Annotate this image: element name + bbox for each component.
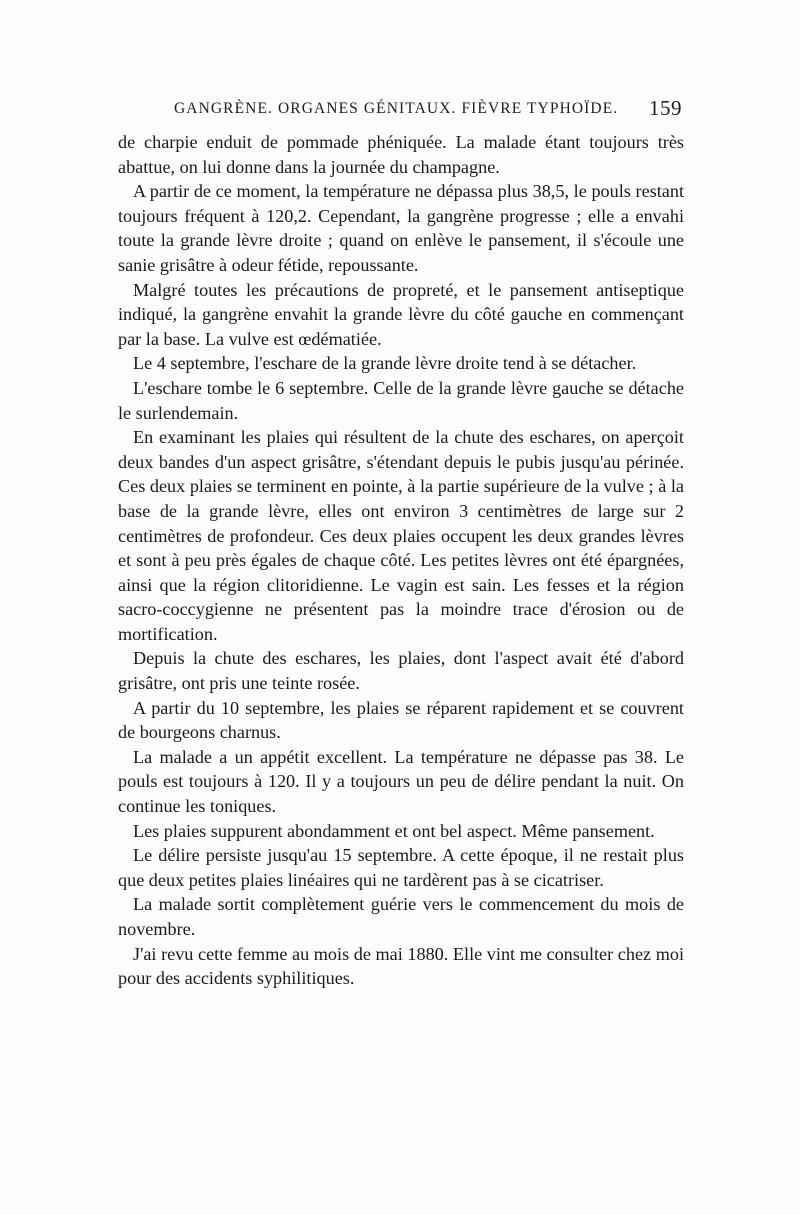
paragraph: Malgré toutes les précautions de propreté, et le pansement antiseptique indiqué, la gangrène envahit la grande lèvre du côté gauche en commençant par la base. La vulve est œdématiée. xyxy=(118,279,684,349)
paragraph: Le 4 septembre, l'eschare de la grande lèvre droite tend à se détacher. xyxy=(133,353,637,374)
page-number: 159 xyxy=(649,96,682,120)
paragraph: La malade a un appétit excellent. La température ne dépasse pas 38. Le pouls est toujours à 120. Il y a toujours un peu de délire pendant la nuit. On continue les toniques. xyxy=(118,746,684,817)
paragraph: Les plaies suppurent abondamment et ont bel aspect. Même pansement. xyxy=(133,820,655,841)
paragraph: L'eschare tombe le 6 septembre. Celle de la grande lèvre gauche se détache le surlendemain. xyxy=(118,377,684,423)
body-text xyxy=(118,130,684,991)
paragraph: La malade sortit complètement guérie vers le commencement du mois de novembre. xyxy=(118,894,684,939)
paragraph: Depuis la chute des eschares, les plaies, dont l'aspect avait été d'abord grisâtre, ont pris une teinte rosée. xyxy=(118,648,684,694)
paragraph: A partir de ce moment, la température ne dépassa plus 38,5, le pouls restant toujours fréquent à 120,2. Cependant, la gangrène progresse ; elle a envahi toute la grande lèvre droite ; quand on enlève le pansement, il s'écoule une sanie grisâtre à odeur fétide, repoussante. xyxy=(118,181,684,275)
running-head: GANGRÈNE. ORGANES GÉNITAUX. FIÈVRE TYPHOÏDE. xyxy=(174,100,619,117)
page-header xyxy=(118,96,684,126)
paragraph: A partir du 10 septembre, les plaies se réparent rapidement et se couvrent de bourgeons charnus. xyxy=(118,697,684,743)
paragraph: Le délire persiste jusqu'au 15 septembre. A cette époque, il ne restait plus que deux petites plaies linéaires qui ne tardèrent pas à se cicatriser. xyxy=(118,845,684,890)
paragraph: En examinant les plaies qui résultent de la chute des eschares, on aperçoit deux bandes d'un aspect grisâtre, s'étendant depuis le pubis jusqu'au périnée. Ces deux plaies se terminent en pointe, à la partie supérieure de la vulve ; à la base de la grande lèvre, elles ont environ 3 centimètres de large sur 2 centimètres de profondeur. Ces deux plaies occupent les deux grandes lèvres et sont à peu près égales de chaque côté. Les petites lèvres ont été épargnées, ainsi que la région clitoridienne. Le vagin est sain. Les fesses et la région sacro-coccygienne ne présentent pas la moindre trace d'érosion ou de mortification. xyxy=(118,427,684,644)
paragraph: J'ai revu cette femme au mois de mai 1880. Elle vint me consulter chez moi pour des accidents syphilitiques. xyxy=(118,943,684,989)
paragraph: de charpie enduit de pommade phéniquée. La malade étant toujours très abattue, on lui donne dans la journée du champagne. xyxy=(118,132,684,177)
